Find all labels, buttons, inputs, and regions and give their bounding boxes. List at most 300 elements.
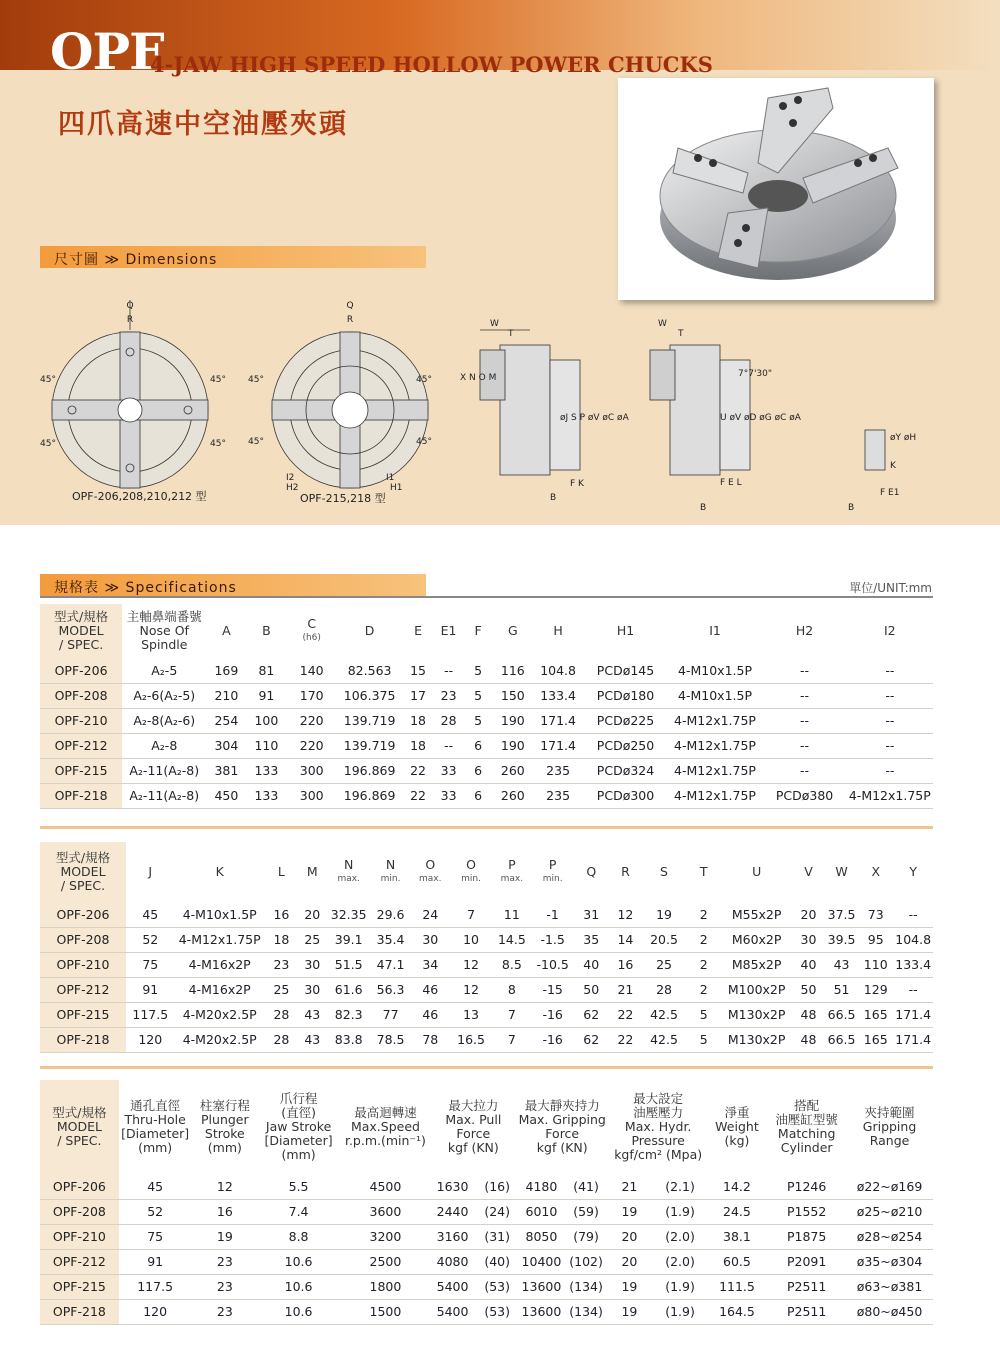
column-header bbox=[686, 842, 721, 902]
table-cell: 1630 (16) bbox=[432, 1174, 515, 1199]
table-cell: OPF-210 bbox=[40, 952, 126, 977]
table-cell: -- bbox=[762, 658, 846, 683]
table-cell: -- bbox=[434, 658, 463, 683]
table-cell: OPF-210 bbox=[40, 1224, 119, 1249]
table-cell: 8.8 bbox=[258, 1224, 339, 1249]
column-header-text: Pressure bbox=[631, 1133, 685, 1148]
column-header-text: 型式/規格 bbox=[53, 609, 109, 624]
dimension-drawings bbox=[30, 290, 930, 520]
table-cell: 14.5 bbox=[492, 927, 532, 952]
svg-text:W: W bbox=[490, 319, 499, 329]
svg-text:45°: 45° bbox=[210, 439, 226, 449]
table-cell: 106.375 bbox=[337, 683, 402, 708]
table-cell: 75 bbox=[119, 1224, 192, 1249]
table-cell: A₂-6(A₂-5) bbox=[122, 683, 206, 708]
column-header-text: max. bbox=[500, 874, 524, 884]
svg-text:B: B bbox=[848, 503, 855, 513]
table-cell: 196.869 bbox=[337, 783, 402, 808]
table-cell: A₂-8 bbox=[122, 733, 206, 758]
column-header bbox=[847, 604, 933, 658]
table-cell: M130x2P bbox=[721, 1027, 792, 1052]
drawing-caption-2: OPF-215,218 型 bbox=[300, 492, 386, 505]
table-cell: 170 bbox=[286, 683, 337, 708]
column-header bbox=[126, 842, 175, 902]
column-header bbox=[175, 842, 265, 902]
table-cell: 34 bbox=[410, 952, 450, 977]
table-row bbox=[40, 708, 933, 733]
svg-text:45°: 45° bbox=[210, 375, 226, 385]
table-cell: 19 bbox=[642, 902, 686, 927]
table-cell: PCDø300 bbox=[583, 783, 667, 808]
table-cell: -- bbox=[847, 758, 933, 783]
column-header-text: 淨重 bbox=[724, 1105, 750, 1120]
table-cell: 13600 (134) bbox=[515, 1274, 610, 1299]
table-cell: 104.8 bbox=[893, 927, 933, 952]
column-header-text: max. bbox=[337, 874, 360, 884]
table-cell: 5 bbox=[463, 683, 492, 708]
table-cell: -- bbox=[847, 708, 933, 733]
svg-text:45°: 45° bbox=[416, 437, 432, 447]
table-cell: 4-M16x2P bbox=[175, 977, 265, 1002]
column-header-text: H bbox=[553, 623, 563, 638]
column-header bbox=[846, 1080, 933, 1174]
table-cell: 30 bbox=[410, 927, 450, 952]
column-header-text: (mm) bbox=[207, 1140, 242, 1155]
column-header-text: 最大靜夾持力 bbox=[524, 1098, 600, 1113]
table-cell: 39.1 bbox=[327, 927, 371, 952]
table-cell: 43 bbox=[298, 1027, 327, 1052]
table-cell: 47.1 bbox=[371, 952, 411, 977]
table-cell: OPF-208 bbox=[40, 1199, 119, 1224]
column-header-text: E1 bbox=[440, 623, 457, 638]
column-header bbox=[246, 604, 286, 658]
table-cell: A₂-11(A₂-8) bbox=[122, 783, 206, 808]
column-header-text: 柱塞行程 bbox=[199, 1098, 250, 1113]
column-header bbox=[122, 604, 206, 658]
table-cell: 32.35 bbox=[327, 902, 371, 927]
column-header-text: Nose Of bbox=[139, 623, 189, 638]
table-cell: 40 bbox=[792, 952, 825, 977]
column-header-text: Jaw Stroke bbox=[265, 1119, 332, 1134]
table-cell: 4-M12x1.75P bbox=[668, 708, 763, 733]
column-header-text: / SPEC. bbox=[58, 637, 104, 652]
column-header-text: R bbox=[621, 864, 630, 879]
table-cell: 23 bbox=[192, 1249, 259, 1274]
table-cell: 4-M10x1.5P bbox=[668, 683, 763, 708]
table-cell: M130x2P bbox=[721, 1002, 792, 1027]
angle-label: 45° bbox=[40, 375, 56, 385]
table-row bbox=[40, 1027, 933, 1052]
table-cell: 46 bbox=[410, 1002, 450, 1027]
column-header-text: H2 bbox=[795, 623, 814, 638]
table-cell: 4-M12x1.75P bbox=[175, 927, 265, 952]
table-cell: 19 (1.9) bbox=[610, 1199, 707, 1224]
column-header bbox=[450, 842, 492, 902]
table-row bbox=[40, 1299, 933, 1324]
column-header bbox=[40, 604, 122, 658]
table-cell: 139.719 bbox=[337, 708, 402, 733]
column-header bbox=[40, 842, 126, 902]
column-header-text: 主軸鼻端番號 bbox=[126, 609, 202, 624]
table-cell: 210 bbox=[206, 683, 246, 708]
table-cell: 43 bbox=[825, 952, 858, 977]
svg-text:45°: 45° bbox=[416, 375, 432, 385]
column-header-text: (h6) bbox=[302, 633, 321, 643]
column-header-text: C bbox=[307, 616, 317, 631]
column-header bbox=[574, 842, 609, 902]
column-header-text: A bbox=[222, 623, 231, 638]
table-cell: 28 bbox=[265, 1027, 298, 1052]
column-header-text: K bbox=[215, 864, 224, 879]
column-header-text: J bbox=[148, 864, 153, 879]
table-cell: A₂-8(A₂-6) bbox=[122, 708, 206, 733]
table-cell: 46 bbox=[410, 977, 450, 1002]
table-cell: -1 bbox=[532, 902, 574, 927]
column-header-text: min. bbox=[380, 874, 401, 884]
table-cell: 2 bbox=[686, 927, 721, 952]
column-header-text: 油壓壓力 bbox=[633, 1105, 684, 1120]
table-cell: OPF-218 bbox=[40, 1299, 119, 1324]
table-cell: 12 bbox=[192, 1174, 259, 1199]
table-cell: 33 bbox=[434, 758, 463, 783]
table-cell: -- bbox=[893, 902, 933, 927]
table-cell: 5 bbox=[463, 708, 492, 733]
table-cell: 28 bbox=[642, 977, 686, 1002]
table-cell: 10400 (102) bbox=[515, 1249, 610, 1274]
table-row bbox=[40, 683, 933, 708]
table-cell: -16 bbox=[532, 1002, 574, 1027]
table-cell: 39.5 bbox=[825, 927, 858, 952]
table-cell: P2511 bbox=[767, 1274, 846, 1299]
column-header-text: Max.Speed bbox=[350, 1119, 420, 1134]
table-cell: 133.4 bbox=[533, 683, 584, 708]
table-cell: 3160 (31) bbox=[432, 1224, 515, 1249]
table-cell: 38.1 bbox=[707, 1224, 768, 1249]
table-cell: 3200 bbox=[339, 1224, 432, 1249]
table-cell: 4080 (40) bbox=[432, 1249, 515, 1274]
table-cell: OPF-212 bbox=[40, 1249, 119, 1274]
table-cell: 20 bbox=[298, 902, 327, 927]
table-row bbox=[40, 927, 933, 952]
table-cell: 73 bbox=[858, 902, 893, 927]
column-header-text: 最大設定 bbox=[633, 1091, 684, 1106]
table-row bbox=[40, 783, 933, 808]
column-header bbox=[668, 604, 763, 658]
svg-text:K: K bbox=[890, 461, 896, 471]
table-cell: 12 bbox=[450, 952, 492, 977]
table-cell: 4-M12x1.75P bbox=[668, 733, 763, 758]
table-cell: 190 bbox=[493, 708, 533, 733]
table-cell: PCDø324 bbox=[583, 758, 667, 783]
table-cell: -- bbox=[762, 733, 846, 758]
column-header-text: O bbox=[466, 857, 476, 872]
column-header bbox=[609, 842, 642, 902]
table-cell: 100 bbox=[246, 708, 286, 733]
table-cell: 171.4 bbox=[533, 708, 584, 733]
table-row bbox=[40, 758, 933, 783]
column-header-text: 油壓缸型號 bbox=[775, 1112, 838, 1127]
table-cell: -- bbox=[762, 758, 846, 783]
table-cell: -- bbox=[762, 708, 846, 733]
table-cell: 381 bbox=[206, 758, 246, 783]
table-cell: -- bbox=[847, 683, 933, 708]
table-cell: 10.6 bbox=[258, 1299, 339, 1324]
column-header-text: X bbox=[871, 864, 881, 879]
column-header-text: M bbox=[306, 864, 318, 879]
table-cell: M85x2P bbox=[721, 952, 792, 977]
table-cell: 22 bbox=[402, 758, 434, 783]
column-header-text: O bbox=[425, 857, 436, 872]
table-cell: 133.4 bbox=[893, 952, 933, 977]
column-header-text: I1 bbox=[709, 623, 721, 638]
table-cell: 30 bbox=[298, 952, 327, 977]
svg-text:Q: Q bbox=[346, 301, 354, 311]
table-cell: 61.6 bbox=[327, 977, 371, 1002]
table-cell: 4-M12x1.75P bbox=[847, 783, 933, 808]
table-cell: 20 bbox=[792, 902, 825, 927]
column-header-text: I2 bbox=[884, 623, 896, 638]
table-cell: OPF-210 bbox=[40, 708, 122, 733]
table-cell: 62 bbox=[574, 1002, 609, 1027]
column-header-text: Weight bbox=[715, 1119, 759, 1134]
table-cell: A₂-11(A₂-8) bbox=[122, 758, 206, 783]
table-cell: 30 bbox=[792, 927, 825, 952]
table-cell: 15 bbox=[402, 658, 434, 683]
column-header bbox=[642, 842, 686, 902]
column-header-text: F bbox=[474, 623, 482, 638]
table-cell: 95 bbox=[858, 927, 893, 952]
table-cell: 5 bbox=[463, 658, 492, 683]
table-cell: A₂-5 bbox=[122, 658, 206, 683]
table-cell: 169 bbox=[206, 658, 246, 683]
table-cell: 14 bbox=[609, 927, 642, 952]
table-row bbox=[40, 1224, 933, 1249]
table-cell: 16 bbox=[609, 952, 642, 977]
svg-text:45°: 45° bbox=[248, 437, 264, 447]
column-header bbox=[858, 842, 893, 902]
table-cell: 21 bbox=[609, 977, 642, 1002]
column-header-text: P bbox=[548, 857, 557, 872]
table-cell: 165 bbox=[858, 1002, 893, 1027]
table-cell: 2 bbox=[686, 952, 721, 977]
table-cell: P1246 bbox=[767, 1174, 846, 1199]
table-cell: 5 bbox=[686, 1027, 721, 1052]
table-cell: PCDø380 bbox=[762, 783, 846, 808]
table-cell: 8 bbox=[492, 977, 532, 1002]
table-row bbox=[40, 977, 933, 1002]
table-cell: 37.5 bbox=[825, 902, 858, 927]
table-cell: 23 bbox=[434, 683, 463, 708]
column-header-text: E bbox=[414, 623, 422, 638]
table-cell: 40 bbox=[574, 952, 609, 977]
table-cell: OPF-218 bbox=[40, 783, 122, 808]
table-cell: 21 (2.1) bbox=[610, 1174, 707, 1199]
table-cell: 11 bbox=[492, 902, 532, 927]
column-header bbox=[119, 1080, 192, 1174]
table-cell: OPF-206 bbox=[40, 658, 122, 683]
table-cell: 16 bbox=[265, 902, 298, 927]
table-cell: 20 (2.0) bbox=[610, 1224, 707, 1249]
column-header bbox=[532, 842, 574, 902]
table-cell: 45 bbox=[119, 1174, 192, 1199]
table-cell: 1800 bbox=[339, 1274, 432, 1299]
table-cell: 83.8 bbox=[327, 1027, 371, 1052]
table-cell: 10.6 bbox=[258, 1274, 339, 1299]
table-cell: 42.5 bbox=[642, 1002, 686, 1027]
table-cell: 56.3 bbox=[371, 977, 411, 1002]
svg-text:B: B bbox=[550, 493, 557, 503]
column-header-text: U bbox=[752, 864, 762, 879]
table-cell: 4-M12x1.75P bbox=[668, 758, 763, 783]
table-cell: 7.4 bbox=[258, 1199, 339, 1224]
drawing-caption-1: OPF-206,208,210,212 型 bbox=[72, 490, 207, 503]
column-header-text: r.p.m.(min⁻¹) bbox=[344, 1133, 426, 1148]
table-cell: 6 bbox=[463, 783, 492, 808]
table-cell: ø25~ø210 bbox=[846, 1199, 933, 1224]
table-cell: 25 bbox=[642, 952, 686, 977]
table-cell: 300 bbox=[286, 783, 337, 808]
column-header-text: max. bbox=[419, 874, 442, 884]
column-header bbox=[327, 842, 371, 902]
table-cell: 22 bbox=[609, 1002, 642, 1027]
table-cell: 31 bbox=[574, 902, 609, 927]
column-header-text: (mm) bbox=[138, 1140, 173, 1155]
svg-text:T: T bbox=[678, 329, 684, 339]
svg-text:U øV øD øG øC øA: U øV øD øG øC øA bbox=[720, 413, 801, 423]
specifications-section-header: 規格表 ≫ Specifications bbox=[40, 574, 426, 596]
column-header-text: P bbox=[508, 857, 516, 872]
column-header-text: Max. Gripping bbox=[518, 1112, 606, 1127]
table-cell: M100x2P bbox=[721, 977, 792, 1002]
table-cell: 4500 bbox=[339, 1174, 432, 1199]
table-cell: ø80~ø450 bbox=[846, 1299, 933, 1324]
table-cell: 120 bbox=[126, 1027, 175, 1052]
table-cell: 120 bbox=[119, 1299, 192, 1324]
svg-text:R: R bbox=[346, 315, 354, 325]
table-cell: 139.719 bbox=[337, 733, 402, 758]
svg-text:45°: 45° bbox=[40, 439, 56, 449]
column-header-text: Cylinder bbox=[780, 1140, 833, 1155]
table-cell: 165 bbox=[858, 1027, 893, 1052]
table-cell: 51 bbox=[825, 977, 858, 1002]
column-header bbox=[265, 842, 298, 902]
table-cell: 117.5 bbox=[126, 1002, 175, 1027]
column-header-text: L bbox=[277, 864, 285, 879]
table-cell: OPF-208 bbox=[40, 927, 126, 952]
column-header-text: 型式/規格 bbox=[52, 1105, 107, 1120]
product-photo bbox=[618, 78, 934, 300]
table-cell: 5 bbox=[686, 1002, 721, 1027]
page-subtitle: 4-JAW HIGH SPEED HOLLOW POWER CHUCKS bbox=[150, 52, 713, 77]
table-cell: -- bbox=[762, 683, 846, 708]
table-cell: 82.3 bbox=[327, 1002, 371, 1027]
table-cell: 18 bbox=[402, 733, 434, 758]
table-cell: 66.5 bbox=[825, 1027, 858, 1052]
column-header bbox=[339, 1080, 432, 1174]
table-cell: 129 bbox=[858, 977, 893, 1002]
table-cell: P1552 bbox=[767, 1199, 846, 1224]
table-cell: 2500 bbox=[339, 1249, 432, 1274]
table-cell: 304 bbox=[206, 733, 246, 758]
table-cell: -1.5 bbox=[532, 927, 574, 952]
table-cell: 66.5 bbox=[825, 1002, 858, 1027]
column-header bbox=[610, 1080, 707, 1174]
table-cell: 116 bbox=[493, 658, 533, 683]
table-cell: P2511 bbox=[767, 1299, 846, 1324]
table-cell: 29.6 bbox=[371, 902, 411, 927]
table-cell: -- bbox=[847, 658, 933, 683]
table-cell: 19 (1.9) bbox=[610, 1274, 707, 1299]
table-cell: 23 bbox=[265, 952, 298, 977]
table-cell: 104.8 bbox=[533, 658, 584, 683]
table-cell: OPF-215 bbox=[40, 1274, 119, 1299]
table-cell: 6010 (59) bbox=[515, 1199, 610, 1224]
table-cell: OPF-206 bbox=[40, 1174, 119, 1199]
table-cell: 75 bbox=[126, 952, 175, 977]
column-header bbox=[825, 842, 858, 902]
svg-text:X N O M: X N O M bbox=[460, 373, 497, 383]
column-header-text: kgf/cm² (Mpa) bbox=[614, 1147, 703, 1162]
table-cell: 1500 bbox=[339, 1299, 432, 1324]
column-header-text: Force bbox=[456, 1126, 491, 1141]
column-header-text: B bbox=[262, 623, 271, 638]
column-header-text: (kg) bbox=[724, 1133, 750, 1148]
svg-text:I1: I1 bbox=[386, 473, 395, 483]
table-cell: 25 bbox=[265, 977, 298, 1002]
table-cell: 7 bbox=[450, 902, 492, 927]
column-header bbox=[258, 1080, 339, 1174]
table-cell: 5400 (53) bbox=[432, 1299, 515, 1324]
column-header-text: V bbox=[804, 864, 813, 879]
table-cell: 4180 (41) bbox=[515, 1174, 610, 1199]
table-cell: 48 bbox=[792, 1027, 825, 1052]
column-header bbox=[371, 842, 411, 902]
column-header bbox=[762, 604, 846, 658]
table-cell: 35.4 bbox=[371, 927, 411, 952]
column-header bbox=[583, 604, 667, 658]
table-cell: 51.5 bbox=[327, 952, 371, 977]
column-header-text: Plunger bbox=[201, 1112, 249, 1127]
column-header bbox=[893, 842, 933, 902]
table-cell: PCDø225 bbox=[583, 708, 667, 733]
column-header-text: N bbox=[344, 857, 354, 872]
table-row bbox=[40, 902, 933, 927]
table-cell: 5.5 bbox=[258, 1174, 339, 1199]
table-cell: 220 bbox=[286, 733, 337, 758]
table-row bbox=[40, 658, 933, 683]
table-cell: 16.5 bbox=[450, 1027, 492, 1052]
table-cell: ø22~ø169 bbox=[846, 1174, 933, 1199]
table-cell: 110 bbox=[246, 733, 286, 758]
svg-text:R: R bbox=[126, 315, 134, 325]
table-cell: 20 (2.0) bbox=[610, 1249, 707, 1274]
table-cell: 220 bbox=[286, 708, 337, 733]
table-cell: 235 bbox=[533, 758, 584, 783]
column-header-text: 最高迴轉速 bbox=[354, 1105, 417, 1120]
table-cell: P1875 bbox=[767, 1224, 846, 1249]
column-header-text: Max. Pull bbox=[445, 1112, 502, 1127]
table-cell: 62 bbox=[574, 1027, 609, 1052]
table-cell: 18 bbox=[265, 927, 298, 952]
column-header-text: G bbox=[507, 623, 518, 638]
table-cell: 8050 (79) bbox=[515, 1224, 610, 1249]
table-cell: -15 bbox=[532, 977, 574, 1002]
table-cell: 254 bbox=[206, 708, 246, 733]
table-cell: 190 bbox=[493, 733, 533, 758]
column-header-text: S bbox=[660, 864, 668, 879]
column-header-text: (直徑) bbox=[281, 1105, 316, 1120]
table-cell: 133 bbox=[246, 783, 286, 808]
